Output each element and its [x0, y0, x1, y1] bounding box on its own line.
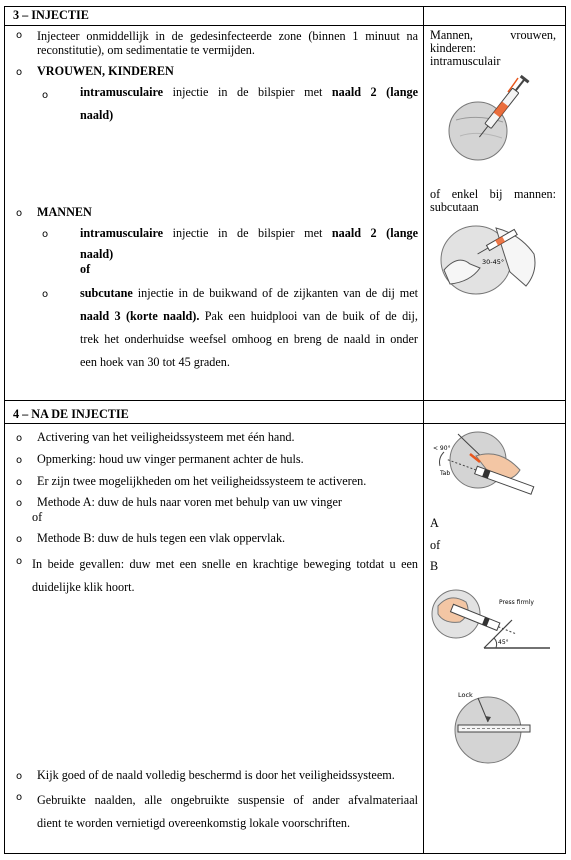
bullet-icon: o	[16, 455, 23, 466]
item-or: of	[32, 510, 43, 524]
bullet-icon: o	[16, 556, 23, 567]
men-method-sc-line4: een hoek van 30 tot 45 graden.	[80, 355, 230, 369]
bullet-icon: o	[16, 792, 23, 803]
angle-45-label: 45°	[498, 639, 509, 646]
inject-instruction-line1: Injecteer onmiddellijk in de gedesinfecteerde zone (binnen 1 minuut na	[37, 29, 418, 43]
item-both-cases-line2: duidelijke klik hoort.	[32, 580, 135, 594]
angle-label: 30-45°	[482, 258, 505, 266]
bullet-icon: o	[42, 229, 49, 240]
bullet-icon: o	[42, 289, 49, 300]
item-method-b: Methode B: duw de huls tegen een vlak oppervlak.	[37, 531, 286, 545]
method-a-illustration	[430, 430, 540, 500]
column-divider	[423, 7, 424, 853]
bullet-icon: o	[16, 477, 23, 488]
locked-needle-illustration	[448, 688, 538, 768]
men-method-im-line2: naald)	[80, 247, 114, 261]
intramuscular-injection-illustration	[448, 76, 548, 166]
bullet-icon: o	[16, 771, 23, 782]
caption-subcutaneous: of enkel bij mannen: subcutaan	[430, 187, 556, 214]
label-or: of	[430, 538, 441, 552]
bullet-icon: o	[16, 498, 23, 509]
section3-header: 3 – INJECTIE	[13, 8, 89, 22]
men-method-sc-line2: naald 3 (korte naald). Pak een huidplooi van de buik of de dij,	[80, 309, 418, 323]
item-disposal	[37, 789, 418, 835]
item-disposal-line2: dient te worden vernietigd overeenkomstig lokale voorschriften.	[37, 816, 351, 830]
method-b-illustration	[432, 588, 552, 653]
men-method-im-line1: intramusculaire injectie in de bilspier met naald 2 (lange	[80, 226, 419, 240]
women-children-method-line1: intramusculaire injectie in de bilspier met naald 2 (lange	[80, 85, 419, 99]
caption-intramuscular: Mannen, vrouwen, kinderen: intramusculair	[430, 28, 556, 68]
women-children-heading: VROUWEN, KINDEREN	[37, 64, 174, 78]
men-method-sc	[80, 282, 418, 374]
press-firmly-label: Press firmly	[499, 599, 534, 606]
women-children-method-line2: naald)	[80, 108, 114, 122]
section4-header: 4 – NA DE INJECTIE	[13, 407, 129, 421]
row-divider	[5, 25, 565, 26]
men-method-sc-line1: subcutane injectie in de buikwand of de zijkanten van de dij met	[80, 286, 418, 300]
men-method-sc-line3: trek het onderhuidse weefsel omhoog en breng de naald in onder	[80, 332, 418, 346]
item-method-a: Methode A: duw de huls naar voren met behulp van uw vinger	[37, 495, 342, 509]
bullet-icon: o	[16, 67, 23, 78]
item-two-options: Er zijn twee mogelijkheden om het veiligheidssysteem te activeren.	[37, 474, 367, 488]
bullet-icon: o	[16, 208, 23, 219]
row-divider	[5, 423, 565, 424]
subcutaneous-injection-illustration	[440, 224, 540, 296]
bullet-icon: o	[16, 433, 23, 444]
bullet-icon: o	[16, 30, 23, 41]
label-a: A	[430, 516, 439, 530]
men-heading: MANNEN	[37, 205, 92, 219]
label-b: B	[430, 559, 439, 573]
item-activation: Activering van het veiligheidssysteem met één hand.	[37, 430, 295, 444]
item-remark: Opmerking: houd uw vinger permanent achter de huls.	[37, 452, 304, 466]
inject-instruction	[37, 29, 418, 57]
item-check-needle: Kijk goed of de naald volledig beschermd is door het veiligheidssysteem.	[37, 768, 395, 782]
tab-label: Tab	[440, 470, 451, 477]
item-disposal-line1: Gebruikte naalden, alle ongebruikte suspensie of ander afvalmateriaal	[37, 793, 418, 807]
men-method-im	[80, 222, 418, 274]
angle-90-label: < 90°	[433, 445, 451, 452]
women-children-method	[80, 81, 418, 127]
bullet-icon: o	[42, 90, 49, 101]
bullet-icon: o	[16, 534, 23, 545]
row-divider	[5, 400, 565, 401]
men-method-of: of	[80, 262, 91, 276]
inject-instruction-line2: reconstitutie), om sedimentatie te vermijden.	[37, 43, 255, 57]
lock-label: Lock	[458, 691, 473, 699]
item-both-cases	[32, 553, 418, 599]
caption-intramuscular-line1: Mannen, vrouwen,	[430, 28, 556, 42]
item-both-cases-line1: In beide gevallen: duw met een snelle en krachtige beweging totdat u een	[32, 557, 418, 571]
